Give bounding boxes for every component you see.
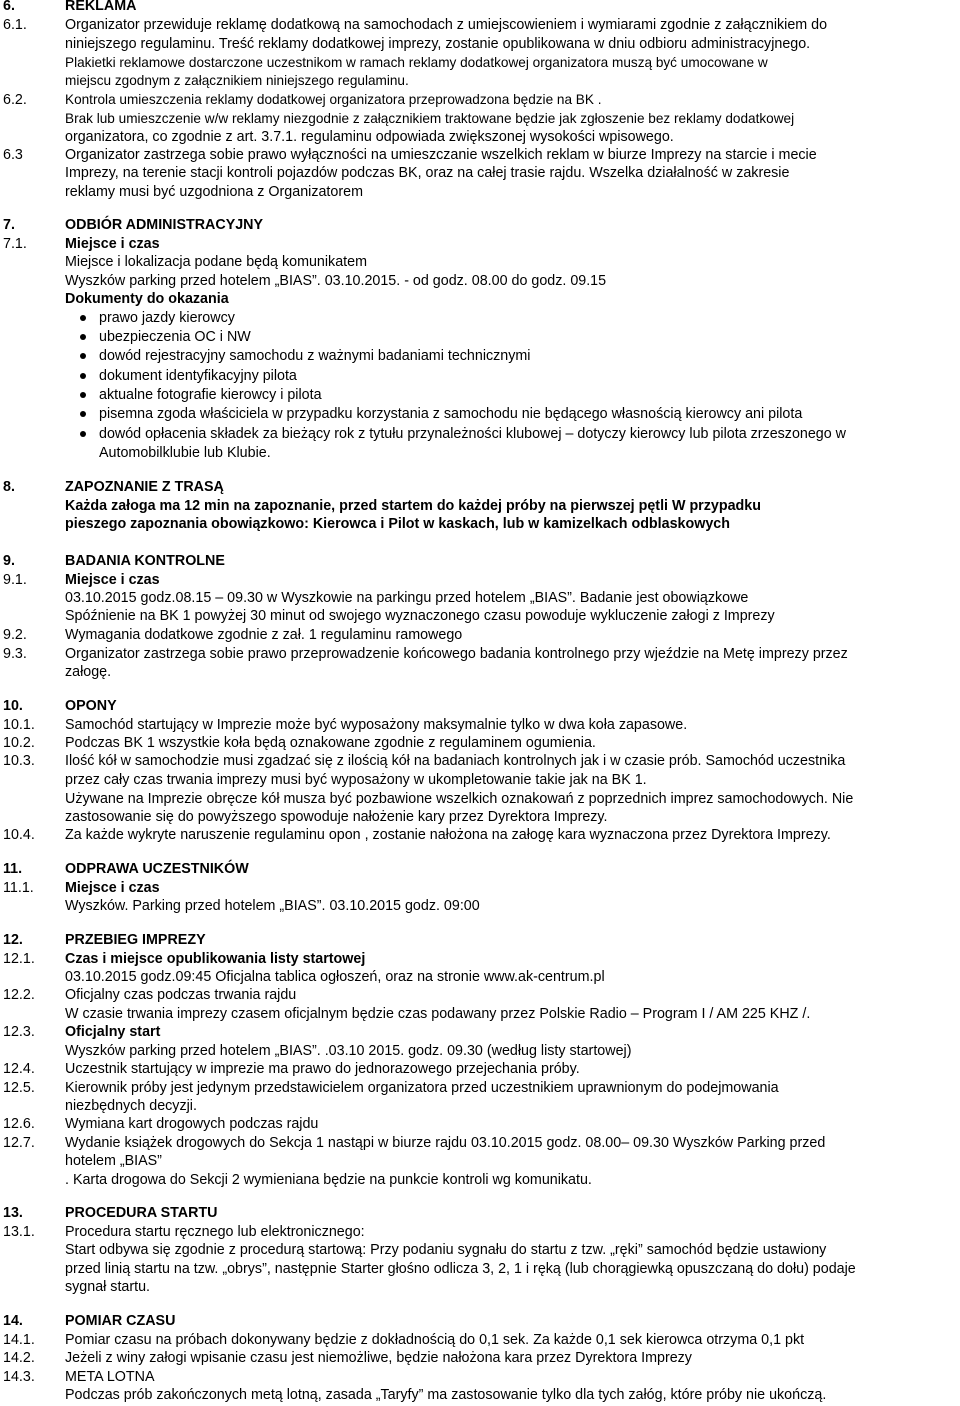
paragraph-number: 10.3. [3, 753, 35, 769]
paragraph-title: Miejsce i czas [65, 572, 160, 588]
paragraph-text: Oficjalny czas podczas trwania rajdu [65, 987, 297, 1003]
paragraph-number: 12.7. [3, 1135, 35, 1151]
paragraph-text: zastosowanie się do powyższego spowoduje nałożenie kary przez Dyrektora Imprezy. [65, 809, 608, 825]
section-title: PROCEDURA STARTU [65, 1205, 218, 1221]
paragraph-text: 03.10.2015 godz.09:45 Oficjalna tablica ogłoszeń, oraz na stronie www.ak-centrum.pl [65, 969, 605, 985]
bullet-icon [80, 431, 86, 437]
list-item: pisemna zgoda właściciela w przypadku korzystania z samochodu nie będącego własnością kierowcy ani pilota [99, 406, 803, 422]
paragraph-text: Organizator zastrzega sobie prawo wyłączności na umieszczanie wszelkich reklam w biurze Imprezy na starcie i mecie [65, 147, 817, 163]
section-title: PRZEBIEG IMPREZY [65, 932, 206, 948]
paragraph-text: Kierownik próby jest jedynym przedstawicielem organizatora przed uczestnikiem uprawnionym do podejmowania [65, 1080, 779, 1096]
section-title: REKLAMA [65, 0, 137, 14]
paragraph-text: Samochód startujący w Imprezie może być wyposażony maksymalnie tylko w dwa koła zapasowe. [65, 717, 688, 733]
paragraph-text: Organizator zastrzega sobie prawo przeprowadzenie końcowego badania kontrolnego przy wjeździe na Metę imprezy przez [65, 646, 848, 662]
paragraph-text: Używane na Imprezie obręcze kół musza być pozbawione wszelkich oznakowań z poprzednich imprez samochodowych. Nie [65, 791, 854, 807]
paragraph-text: Miejsce i lokalizacja podane będą komunikatem [65, 254, 367, 270]
paragraph-text: Organizator przewiduje reklamę dodatkową na samochodach z umiejscowieniem i wymiarami zgodnie z załącznikiem do [65, 17, 828, 33]
bullet-icon [80, 334, 86, 340]
bullet-icon [80, 373, 86, 379]
paragraph-text: Jeżeli z winy załogi wpisanie czasu jest niemożliwe, będzie nałożona kara przez Dyrektora Imprezy [65, 1350, 692, 1366]
list-item: dowód opłacenia składek za bieżący rok z tytułu przynależności klubowej – dotyczy kierowcy lub pilota zrzeszonego w [99, 426, 846, 442]
paragraph-title: Oficjalny start [65, 1024, 161, 1040]
paragraph-text: organizatora, co zgodnie z art. 3.7.1. regulaminu odpowiada zwiększonej wysokości wpisowego. [65, 129, 674, 145]
paragraph-number: 6.1. [3, 17, 27, 33]
list-item-continuation: Automobilklubie lub Klubie. [99, 445, 271, 461]
section-number: 8. [3, 479, 15, 495]
paragraph-text: przed linią startu na tzw. „obrys”, następnie Starter głośno odlicza 3, 2, 1 i ręką (lub chorągiewką opuszczaną do dołu) podaje [65, 1261, 856, 1277]
paragraph-number: 9.1. [3, 572, 27, 588]
documents-heading: Dokumenty do okazania [65, 291, 229, 307]
paragraph-number: 14.2. [3, 1350, 35, 1366]
paragraph-number: 12.3. [3, 1024, 35, 1040]
paragraph-title: Czas i miejsce opublikowania listy startowej [65, 951, 366, 967]
paragraph-number: 6.3 [3, 147, 23, 163]
paragraph-text: Wyszków. Parking przed hotelem „BIAS”. 03.10.2015 godz. 09:00 [65, 898, 480, 914]
section-title: ODBIÓR ADMINISTRACYJNY [65, 217, 264, 233]
section-number: 10. [3, 698, 23, 714]
paragraph-text: Podczas prób zakończonych metą lotną, zasada „Taryfy” ma zastosowanie tylko dla tych załóg, które próby nie ukończą. [65, 1387, 827, 1403]
section-number: 13. [3, 1205, 23, 1221]
paragraph-text: sygnał startu. [65, 1279, 151, 1295]
paragraph-text: . Karta drogowa do Sekcji 2 wymieniana będzie na punkcie kontroli wg komunikatu. [65, 1172, 592, 1188]
section-title: OPONY [65, 698, 117, 714]
paragraph-number: 13.1. [3, 1224, 35, 1240]
paragraph-number: 6.2. [3, 92, 27, 108]
bullet-icon [80, 411, 86, 417]
section-title: BADANIA KONTROLNE [65, 553, 225, 569]
paragraph-text: Wymiana kart drogowych podczas rajdu [65, 1116, 319, 1132]
paragraph-text: Start odbywa się zgodnie z procedurą startową: Przy podaniu sygnału do startu z tzw. „ręki” samochód będzie ustawiony [65, 1242, 827, 1258]
list-item: aktualne fotografie kierowcy i pilota [99, 387, 322, 403]
paragraph-text: W czasie trwania imprezy czasem oficjalnym będzie czas podawany przez Polskie Radio – Program I / AM 225 KHZ /. [65, 1006, 811, 1022]
paragraph-text: Podczas BK 1 wszystkie koła będą oznakowane zgodnie z regulaminem ogumienia. [65, 735, 596, 751]
list-item: prawo jazdy kierowcy [99, 310, 235, 326]
list-item: ubezpieczenia OC i NW [99, 329, 251, 345]
paragraph-number: 12.1. [3, 951, 35, 967]
bullet-icon [80, 392, 86, 398]
list-item: dokument identyfikacyjny pilota [99, 368, 297, 384]
paragraph-text: niezbędnych decyzji. [65, 1098, 197, 1114]
paragraph-number: 12.4. [3, 1061, 35, 1077]
paragraph-text: Plakietki reklamowe dostarczone uczestnikom w ramach reklamy dodatkowej organizatora muszą być umocowane w [65, 55, 768, 70]
paragraph-text: przez cały czas trwania imprezy musi być wyposażony w ukompletowanie takie jak na BK 1. [65, 772, 647, 788]
paragraph-text: hotelem „BIAS” [65, 1153, 162, 1169]
paragraph-text: reklamy musi być uzgodniona z Organizatorem [65, 184, 363, 200]
paragraph-number: 14.1. [3, 1332, 35, 1348]
bullet-icon [80, 315, 86, 321]
paragraph-number: 12.5. [3, 1080, 35, 1096]
section-number: 6. [3, 0, 15, 14]
bullet-icon [80, 353, 86, 359]
paragraph-text: Za każde wykryte naruszenie regulaminu opon , zostanie nałożona na załogę kara wyznaczona przez Dyrektora Imprezy. [65, 827, 831, 843]
paragraph-text: Kontrola umieszczenia reklamy dodatkowej organizatora przeprowadzona będzie na BK . [65, 92, 602, 107]
paragraph-title: Miejsce i czas [65, 236, 160, 252]
paragraph-number: 14.3. [3, 1369, 35, 1385]
paragraph-text: załogę. [65, 664, 112, 680]
list-item: dowód rejestracyjny samochodu z ważnymi badaniami technicznymi [99, 348, 531, 364]
paragraph-text: Imprezy, na terenie stacji kontroli pojazdów podczas BK, oraz na całej trasie rajdu. Wszelka działalność w zakresie [65, 165, 790, 181]
section-number: 12. [3, 932, 23, 948]
paragraph-text: niniejszego regulaminu. Treść reklamy dodatkowej imprezy, zostanie opublikowana w dniu odbioru administracyjnego. [65, 36, 811, 52]
bold-notice: pieszego zapoznania obowiązkowo: Kierowca i Pilot w kaskach, lub w kamizelkach odblaskowych [65, 516, 730, 532]
paragraph-text: 03.10.2015 godz.08.15 – 09.30 w Wyszkowie na parkingu przed hotelem „BIAS”. Badanie jest obowiązkowe [65, 590, 749, 606]
section-title: ODPRAWA UCZESTNIKÓW [65, 861, 249, 877]
section-title: ZAPOZNANIE Z TRASĄ [65, 479, 224, 495]
paragraph-text: META LOTNA [65, 1369, 155, 1385]
paragraph-number: 10.2. [3, 735, 35, 751]
paragraph-number: 12.2. [3, 987, 35, 1003]
paragraph-number: 12.6. [3, 1116, 35, 1132]
section-number: 7. [3, 217, 15, 233]
paragraph-number: 9.2. [3, 627, 27, 643]
paragraph-text: Wyszków parking przed hotelem „BIAS”. .03.10 2015. godz. 09.30 (według listy startowej) [65, 1043, 632, 1059]
paragraph-text: Wydanie książek drogowych do Sekcja 1 nastąpi w biurze rajdu 03.10.2015 godz. 08.00– 09.30 Wyszków Parking przed [65, 1135, 826, 1151]
paragraph-text: Procedura startu ręcznego lub elektronicznego: [65, 1224, 365, 1240]
paragraph-text: Uczestnik startujący w imprezie ma prawo do jednorazowego przejechania próby. [65, 1061, 580, 1077]
paragraph-text: Brak lub umieszczenie w/w reklamy niezgodnie z załącznikiem traktowane będzie jak zgłoszenie bez reklamy dodatkowej [65, 111, 795, 126]
paragraph-text: Wyszków parking przed hotelem „BIAS”. 03.10.2015. - od godz. 08.00 do godz. 09.15 [65, 273, 607, 289]
paragraph-number: 9.3. [3, 646, 27, 662]
paragraph-number: 10.1. [3, 717, 35, 733]
paragraph-title: Miejsce i czas [65, 880, 160, 896]
paragraph-text: miejscu zgodnym z załącznikiem niniejszego regulaminu. [65, 73, 409, 88]
paragraph-number: 7.1. [3, 236, 27, 252]
bold-notice: Każda załoga ma 12 min na zapoznanie, przed startem do każdej próby na pierwszej pętli W przypadku [65, 498, 761, 514]
paragraph-number: 11.1. [3, 880, 34, 896]
section-title: POMIAR CZASU [65, 1313, 176, 1329]
paragraph-text: Wymagania dodatkowe zgodnie z zał. 1 regulaminu ramowego [65, 627, 463, 643]
paragraph-text: Ilość kół w samochodzie musi zgadzać się z ilością kół na badaniach kontrolnych jak i w czasie prób. Samochód uczestnika [65, 753, 846, 769]
section-number: 11. [3, 861, 23, 877]
section-number: 9. [3, 553, 15, 569]
paragraph-text: Spóźnienie na BK 1 powyżej 30 minut od swojego wyznaczonego czasu powoduje wykluczenie załogi z Imprezy [65, 608, 775, 624]
paragraph-number: 10.4. [3, 827, 35, 843]
section-number: 14. [3, 1313, 23, 1329]
paragraph-text: Pomiar czasu na próbach dokonywany będzie z dokładnością do 0,1 sek. Za każde 0,1 sek kierowca otrzyma 0,1 pkt [65, 1332, 805, 1348]
